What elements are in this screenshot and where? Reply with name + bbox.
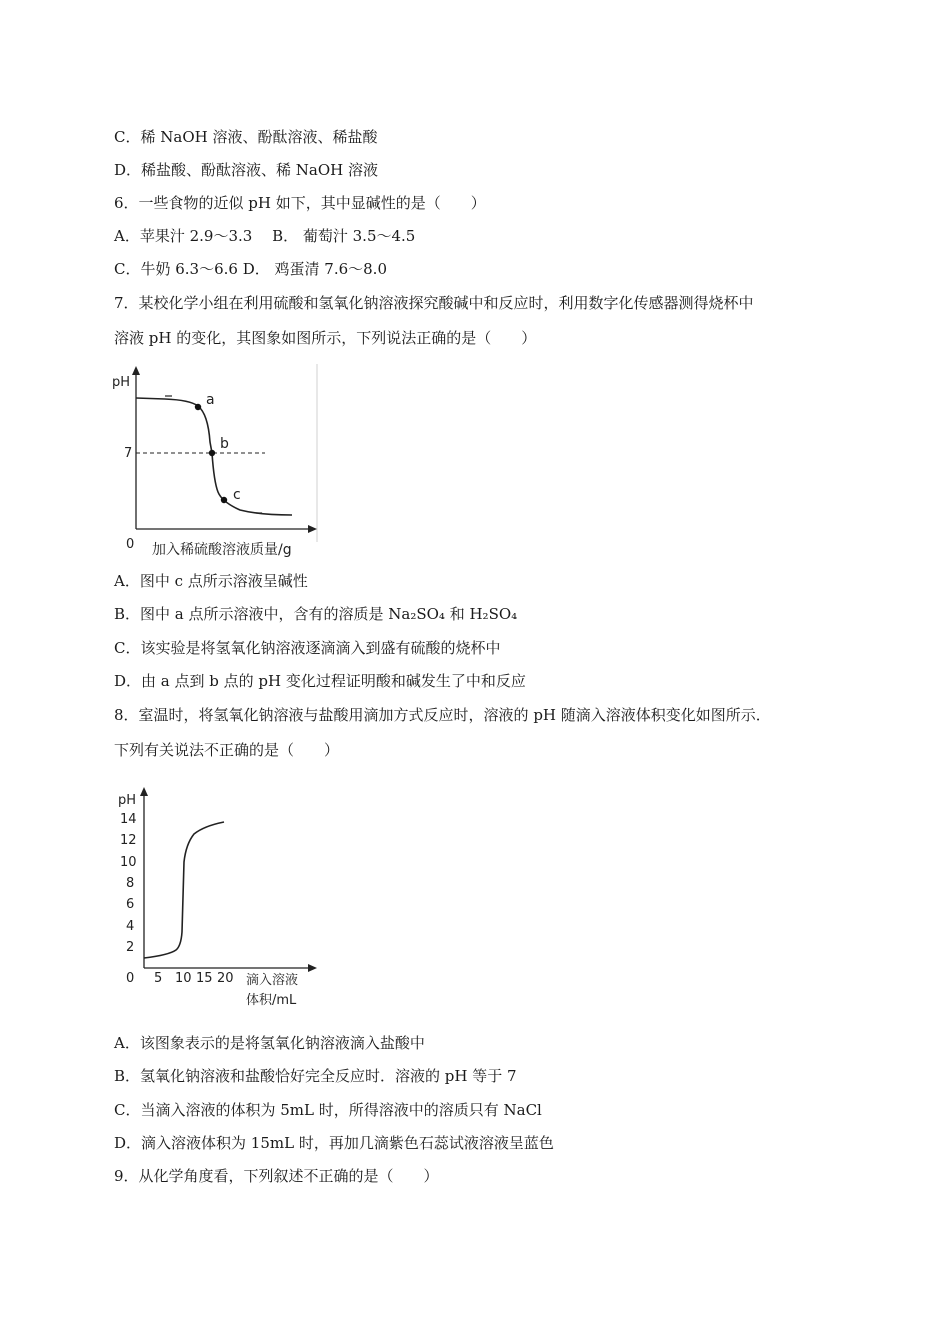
option-8d: D．滴入溶液体积为 15mL 时，再加几滴紫色石蕊试液溶液呈蓝色: [114, 1134, 554, 1152]
y-tick-4: 4: [126, 919, 135, 934]
x-tick-10: 10: [175, 971, 192, 986]
graph1-origin: 0: [126, 537, 135, 552]
option-8a: A．该图象表示的是将氢氧化钠溶液滴入盐酸中: [114, 1034, 425, 1052]
question-9: 9．从化学角度看，下列叙述不正确的是（ ）: [114, 1167, 439, 1185]
graph1-y-label: pH: [112, 375, 131, 390]
ph-titration-graph-1: [110, 362, 322, 560]
x-label-line1: 滴入溶液: [246, 973, 299, 988]
question-8-line2: 下列有关说法不正确的是（ ）: [114, 741, 340, 759]
option-7d: D．由 a 点到 b 点的 pH 变化过程证明酸和碱发生了中和反应: [114, 672, 526, 690]
x-label-line2: 体积/mL: [246, 993, 297, 1008]
option-5c: C．稀 NaOH 溶液、酚酞溶液、稀盐酸: [114, 128, 378, 146]
y-tick-12: 12: [120, 833, 137, 848]
y-tick-14: 14: [120, 812, 137, 827]
options-6ab: A．苹果汁 2.9～3.3 B． 葡萄汁 3.5～4.5: [114, 227, 416, 245]
x-tick-15: 15: [196, 971, 213, 986]
graph1-x-label: 加入稀硫酸溶液质量/g: [152, 542, 292, 558]
y-tick-2: 2: [126, 940, 135, 955]
point-b-dot: [209, 450, 215, 456]
graph1-y-tick-7: 7: [124, 446, 133, 461]
point-b-label: b: [220, 436, 229, 452]
question-6: 6．一些食物的近似 pH 如下，其中显碱性的是（ ）: [114, 194, 486, 212]
option-7a: A．图中 c 点所示溶液呈碱性: [114, 572, 308, 590]
y-tick-8: 8: [126, 876, 135, 891]
x-tick-20: 20: [217, 971, 234, 986]
point-c-label: c: [233, 487, 241, 503]
x-tick-5: 5: [154, 971, 163, 986]
options-6cd: C．牛奶 6.3～6.6 D． 鸡蛋清 7.6～8.0: [114, 260, 387, 278]
x-tick-0: 0: [126, 971, 135, 986]
option-5d: D．稀盐酸、酚酞溶液、稀 NaOH 溶液: [114, 161, 379, 179]
option-8b: B．氢氧化钠溶液和盐酸恰好完全反应时．溶液的 pH 等于 7: [114, 1067, 517, 1085]
point-a-label: a: [206, 392, 215, 408]
question-7-line2: 溶液 pH 的变化，其图象如图所示，下列说法正确的是（ ）: [114, 329, 537, 347]
ph-titration-graph-2: [114, 782, 318, 1012]
option-7b: B．图中 a 点所示溶液中，含有的溶质是 Na₂SO₄ 和 H₂SO₄: [114, 605, 518, 623]
question-7-line1: 7．某校化学小组在利用硫酸和氢氧化钠溶液探究酸碱中和反应时，利用数字化传感器测得烧杯中: [114, 294, 754, 312]
question-8-line1: 8．室温时，将氢氧化钠溶液与盐酸用滴加方式反应时，溶液的 pH 随滴入溶液体积变化如图所示．: [114, 706, 771, 724]
point-a-dot: [195, 404, 201, 410]
graph2-y-label: pH: [118, 793, 137, 808]
y-tick-6: 6: [126, 897, 135, 912]
option-8c: C．当滴入溶液的体积为 5mL 时，所得溶液中的溶质只有 NaCl: [114, 1101, 542, 1119]
y-tick-10: 10: [120, 855, 137, 870]
option-7c: C．该实验是将氢氧化钠溶液逐滴滴入到盛有硫酸的烧杯中: [114, 639, 501, 657]
point-c-dot: [221, 497, 227, 503]
